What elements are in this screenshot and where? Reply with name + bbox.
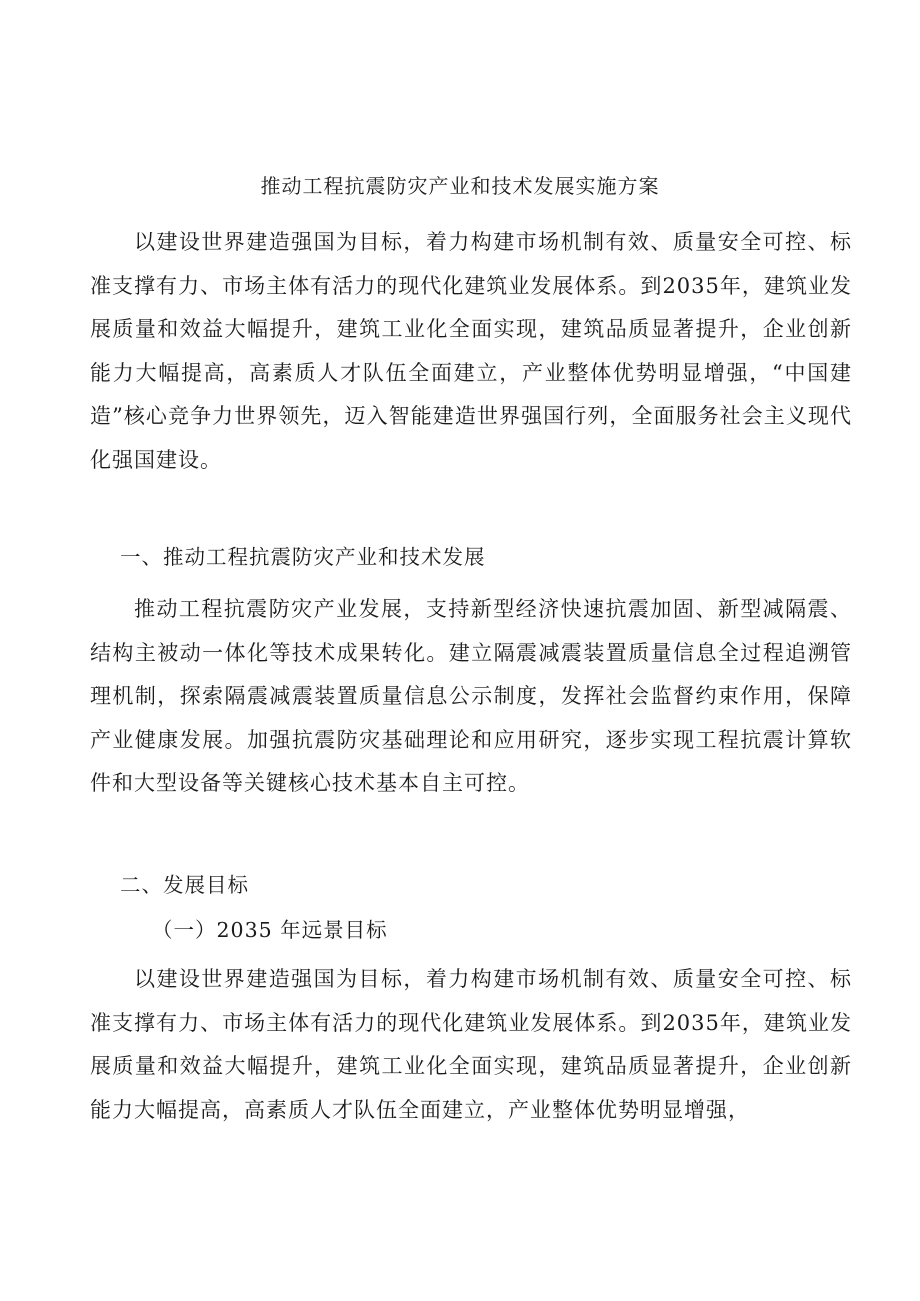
subsection-2-1-paragraph: 以建设世界建造强国为目标，着力构建市场机制有效、质量安全可控、标准支撑有力、市场主体有活力的现代化建筑业发展体系。到2035年，建筑业发展质量和效益大幅提升，建筑工业化全面实现，建筑品质显著提升，企业创新能力大幅提高，高素质人才队伍全面建立，产业整体优势明显增强， (90, 967, 852, 1122)
document-title: 推动工程抗震防灾产业和技术发展实施方案 (260, 174, 660, 198)
section-heading-2: 二、发展目标 (120, 873, 249, 897)
subsection-heading-2-1: （一）2035 年远景目标 (152, 918, 388, 942)
section-heading-1: 一、推动工程抗震防灾产业和技术发展 (120, 545, 486, 569)
intro-paragraph: 以建设世界建造强国为目标，着力构建市场机制有效、质量安全可控、标准支撑有力、市场主体有活力的现代化建筑业发展体系。到2035年，建筑业发展质量和效益大幅提升，建筑工业化全面实现，建筑品质显著提升，企业创新能力大幅提高，高素质人才队伍全面建立，产业整体优势明显增强，“中国建造”核心竞争力世界领先，迈入智能建造世界强国行列，全面服务社会主义现代化强国建设。 (90, 230, 852, 472)
section-1-paragraph: 推动工程抗震防灾产业发展，支持新型经济快速抗震加固、新型减隔震、结构主被动一体化等技术成果转化。建立隔震减震装置质量信息全过程追溯管理机制，探索隔震减震装置质量信息公示制度，发挥社会监督约束作用，保障产业健康发展。加强抗震防灾基础理论和应用研究，逐步实现工程抗震计算软件和大型设备等关键核心技术基本自主可控。 (90, 597, 852, 796)
